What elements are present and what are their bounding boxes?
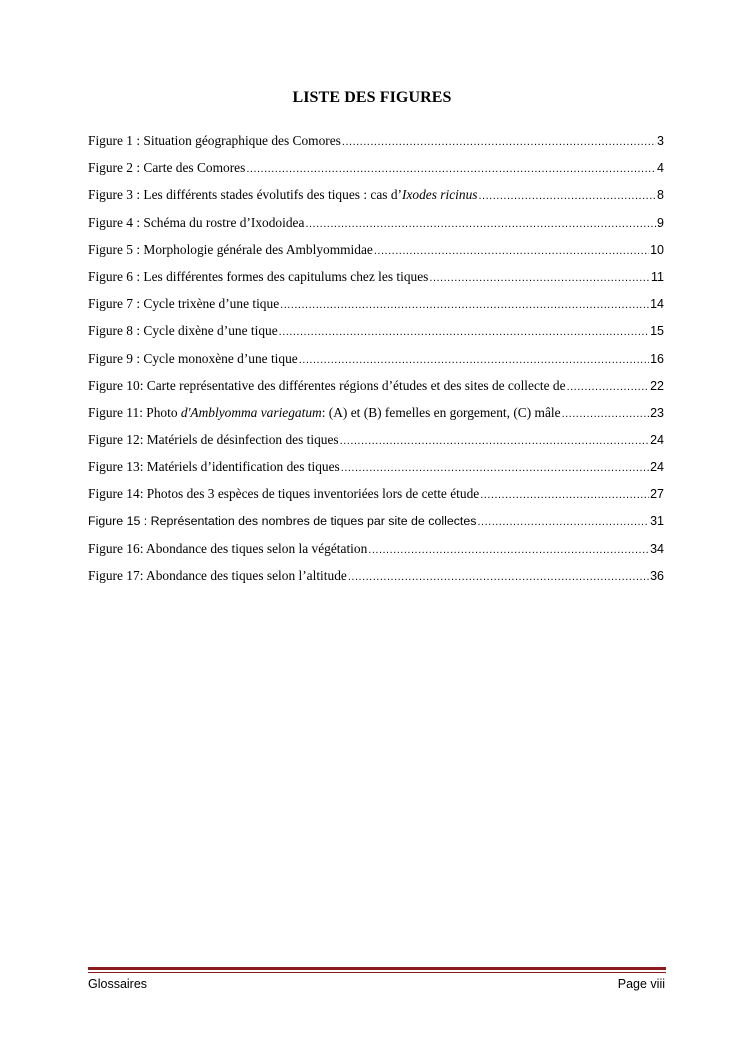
entry-label: Figure 5 : Morphologie générale des Amblyommidae <box>88 241 373 257</box>
list-item[interactable] <box>88 296 664 323</box>
dot-leader <box>374 245 649 257</box>
entry-page: 14 <box>650 297 664 312</box>
entry-page: 8 <box>657 188 664 203</box>
list-item[interactable] <box>88 160 664 187</box>
entry-label: Figure 6 : Les différentes formes des capitulums chez les tiques <box>88 268 429 284</box>
entry-label: Figure 3 : Les différents stades évolutifs des tiques : cas d’Ixodes ricinus <box>88 187 478 203</box>
dot-leader <box>429 272 650 284</box>
entry-label: Figure 14: Photos des 3 espèces de tiques inventoriées lors de cette étude <box>88 486 480 502</box>
list-item[interactable] <box>88 432 664 459</box>
list-item[interactable] <box>88 405 664 432</box>
entry-label: Figure 12: Matériels de désinfection des tiques <box>88 432 339 448</box>
list-item[interactable] <box>88 378 664 405</box>
dot-leader <box>341 462 649 474</box>
entry-page: 9 <box>657 215 664 230</box>
entry-label: Figure 16: Abondance des tiques selon la végétation <box>88 540 368 556</box>
dot-leader <box>299 354 649 366</box>
entry-label: Figure 2 : Carte des Comores <box>88 160 246 176</box>
footer-rule <box>88 967 666 970</box>
list-item[interactable] <box>88 514 664 541</box>
dot-leader <box>479 190 657 202</box>
footer-page-number: Page viii <box>617 977 665 991</box>
entry-page: 10 <box>650 242 664 257</box>
dot-leader <box>279 326 649 338</box>
entry-page: 24 <box>650 433 664 448</box>
entry-page: 23 <box>650 405 664 420</box>
entry-label: Figure 10: Carte représentative des différentes régions d’études et des sites de collecte de <box>88 377 566 393</box>
dot-leader <box>280 299 649 311</box>
list-item[interactable] <box>88 187 664 214</box>
entry-page: 22 <box>650 378 664 393</box>
dot-leader <box>368 544 649 556</box>
entry-page: 15 <box>650 324 664 339</box>
list-item[interactable] <box>88 269 664 296</box>
entry-page: 11 <box>651 269 664 284</box>
entry-label: Figure 9 : Cycle monoxène d’une tique <box>88 350 298 366</box>
list-item[interactable] <box>88 323 664 350</box>
entry-label: Figure 7 : Cycle trixène d’une tique <box>88 296 280 312</box>
entry-page: 36 <box>650 569 664 583</box>
entry-label: Figure 13: Matériels d’identification des tiques <box>88 459 340 475</box>
entry-label: Figure 8 : Cycle dixène d’une tique <box>88 323 278 339</box>
list-item[interactable] <box>88 459 664 486</box>
footer-rule-thin <box>88 972 666 973</box>
entry-label: Figure 1 : Situation géographique des Comores <box>88 133 341 148</box>
entry-label: Figure 4 : Schéma du rostre d’Ixodoidea <box>88 214 305 230</box>
list-item[interactable] <box>88 486 664 513</box>
footer-section-label: Glossaires <box>88 977 148 991</box>
list-item[interactable] <box>88 541 664 568</box>
figure-list <box>88 133 664 595</box>
dot-leader <box>567 381 650 393</box>
entry-page: 3 <box>657 134 664 148</box>
entry-label: Figure 15 : Représentation des nombres de tiques par site de collectes <box>88 513 477 528</box>
list-item[interactable] <box>88 351 664 378</box>
list-item[interactable] <box>88 568 664 595</box>
dot-leader <box>562 408 650 420</box>
dot-leader <box>246 163 656 175</box>
entry-page: 24 <box>650 460 664 475</box>
entry-page: 31 <box>650 513 664 528</box>
entry-label: Figure 11: Photo d'Amblyomma variegatum: (A) et (B) femelles en gorgement, (C) mâle <box>88 404 561 420</box>
list-item[interactable] <box>88 133 664 160</box>
entry-label: Figure 17: Abondance des tiques selon l’altitude <box>88 568 347 583</box>
dot-leader <box>477 516 649 528</box>
entry-page: 4 <box>657 161 664 176</box>
entry-page: 16 <box>650 351 664 366</box>
list-item[interactable] <box>88 242 664 269</box>
dot-leader <box>480 489 649 501</box>
dot-leader <box>342 136 656 148</box>
dot-leader <box>348 571 649 583</box>
dot-leader <box>340 435 649 447</box>
dot-leader <box>305 218 656 230</box>
entry-page: 27 <box>650 487 664 502</box>
page-title: LISTE DES FIGURES <box>292 89 452 106</box>
list-item[interactable] <box>88 215 664 242</box>
entry-page: 34 <box>650 541 664 556</box>
